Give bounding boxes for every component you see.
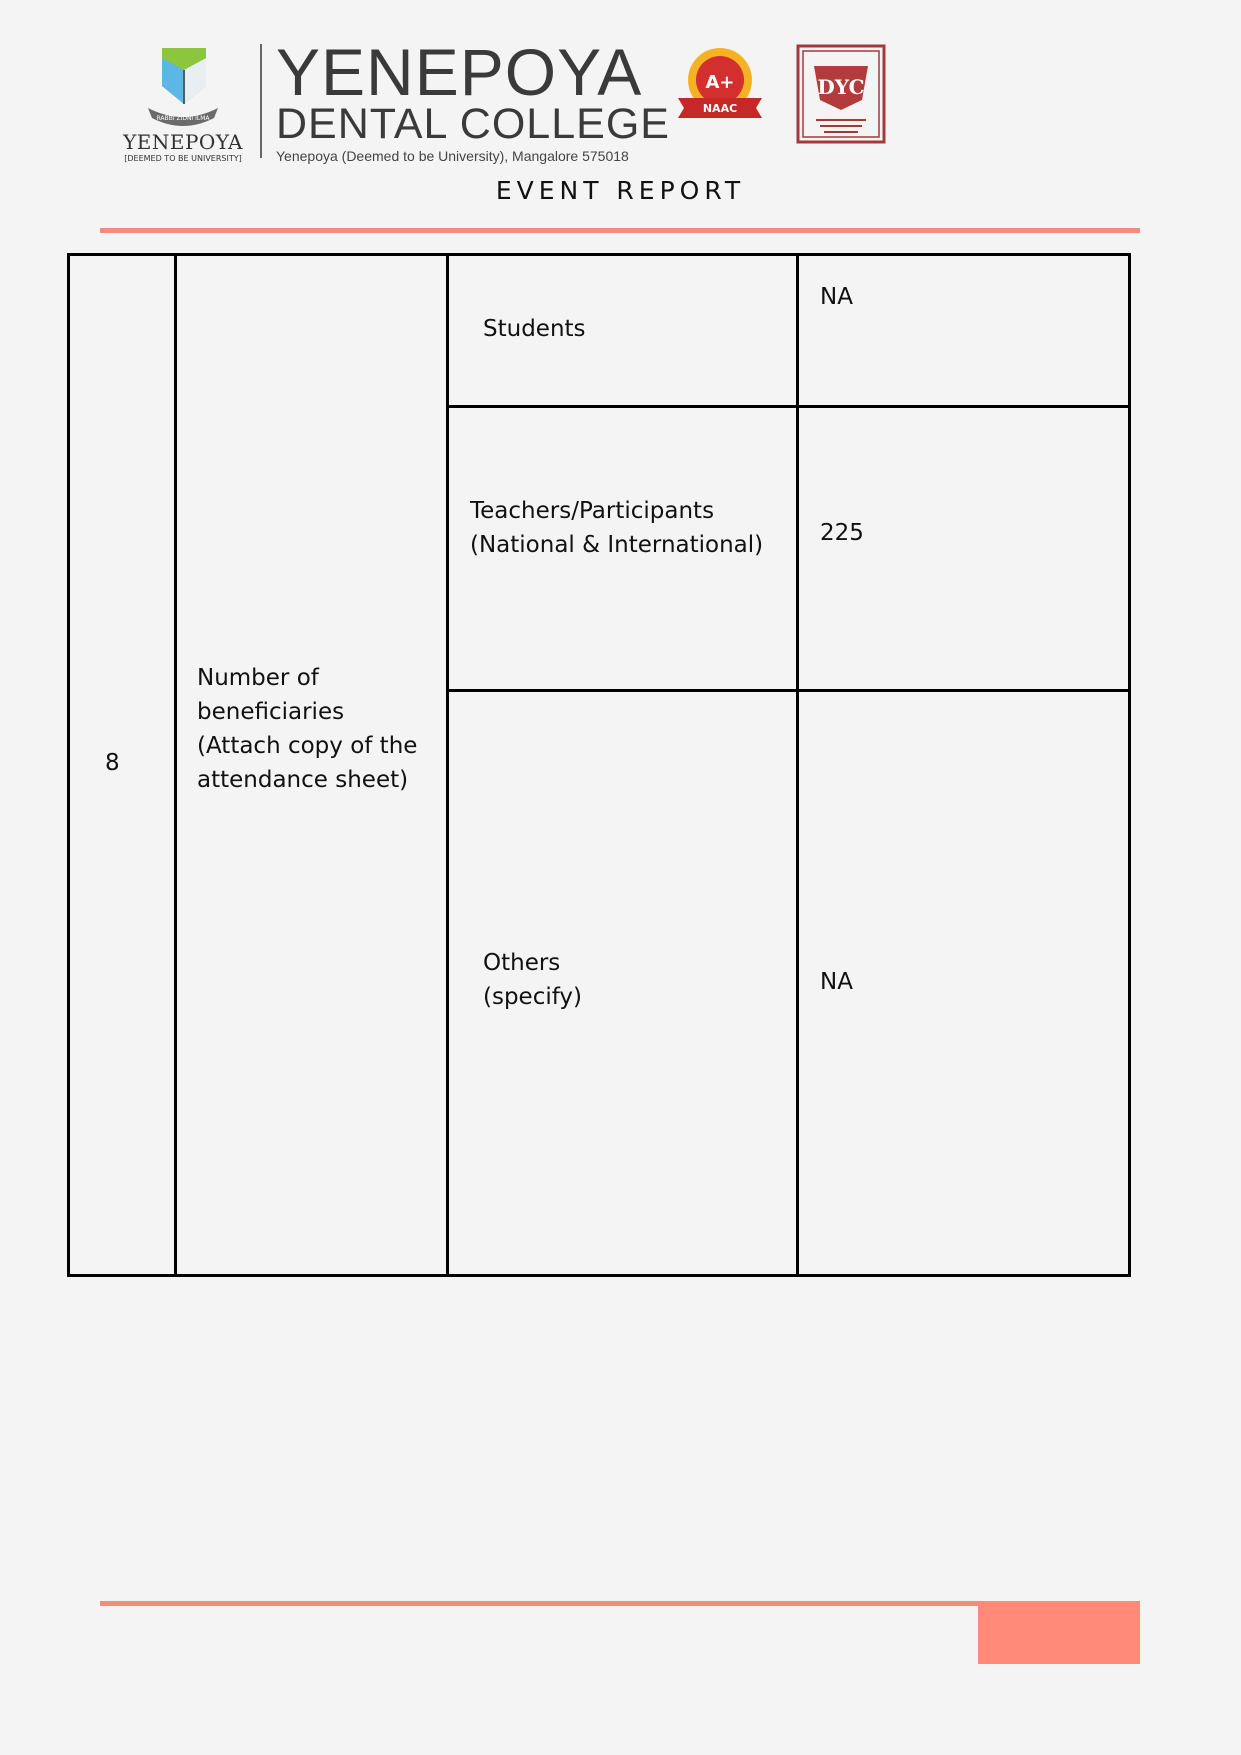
- row-teachers-value: 225: [820, 520, 864, 546]
- university-shield-icon: [138, 46, 228, 126]
- college-address: Yenepoya (Deemed to be University), Mangalore 575018: [276, 148, 629, 164]
- dyc-crest-icon: [796, 44, 886, 144]
- naac-grade: A+: [705, 72, 735, 93]
- report-title: EVENT REPORT: [495, 176, 746, 205]
- naac-seal-icon: [676, 46, 764, 126]
- footer-rule: [100, 1601, 980, 1606]
- table-divider: [796, 256, 799, 1274]
- serial-number: 8: [105, 750, 120, 776]
- row-students-category: Students: [483, 316, 586, 342]
- naac-label: NAAC: [702, 102, 738, 115]
- logo-ribbon-text: RABBI ZIDNI ILMA: [156, 115, 210, 122]
- table-divider: [446, 256, 449, 1274]
- yenepoya-university-logo: [118, 46, 248, 166]
- row-students-value: NA: [820, 284, 853, 310]
- college-title-block: [276, 35, 676, 164]
- college-name-line1: YENEPOYA: [276, 35, 643, 109]
- row-teachers-category: Teachers/Participants (National & International): [470, 498, 764, 558]
- header-divider: [260, 44, 262, 158]
- dyc-logo: [796, 44, 886, 144]
- row-others-category: Others (specify): [483, 950, 583, 1010]
- naac-badge: [676, 46, 764, 126]
- row-others-value: NA: [820, 969, 853, 995]
- university-logo-subtitle: [DEEMED TO BE UNIVERSITY]: [124, 154, 242, 163]
- header-rule: [100, 228, 1140, 233]
- college-name-line2: DENTAL COLLEGE: [276, 100, 670, 148]
- university-logo-name: YENEPOYA: [123, 130, 243, 154]
- item-label: Number of beneficiaries (Attach copy of the attendance sheet): [197, 665, 418, 793]
- dyc-letters: DYC: [817, 75, 865, 99]
- footer-accent-block: [978, 1601, 1140, 1664]
- beneficiaries-table: [67, 253, 1131, 1277]
- table-divider: [446, 689, 1131, 692]
- table-divider: [446, 405, 1131, 408]
- table-divider: [174, 256, 177, 1274]
